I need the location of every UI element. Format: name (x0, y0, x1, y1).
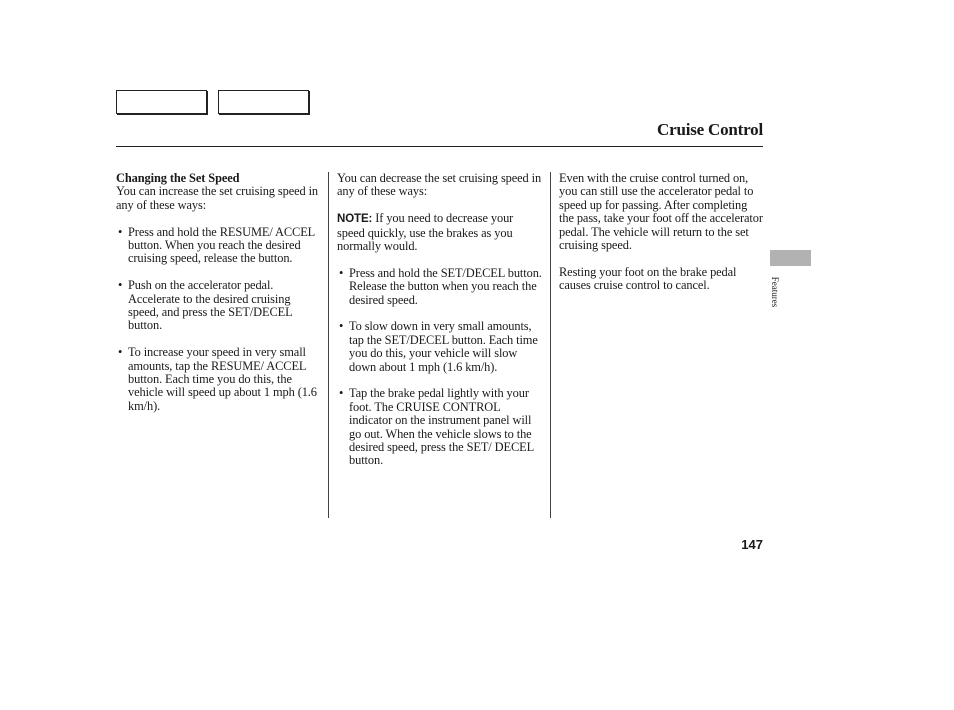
list-item (116, 279, 322, 333)
list-item (337, 267, 543, 307)
intro-paragraph: You can increase the set cruising speed in any of these ways: (116, 184, 319, 212)
bullet-icon: • (339, 265, 344, 280)
note-text: If you need to decrease your speed quickly, use the brakes as you normally would. (337, 211, 514, 254)
column-passing-and-cancel (559, 172, 765, 293)
list-item-text: Push on the accelerator pedal. Accelerate to the desired cruising speed, and press the SET/DECEL button. (128, 278, 293, 333)
bullet-icon: • (339, 319, 344, 334)
list-item-text: Press and hold the RESUME/ ACCEL button. When you reach the desired cruising speed, release the button. (128, 224, 315, 266)
list-item-text: Press and hold the SET/DECEL button. Release the button when you reach the desired speed. (349, 265, 542, 307)
list-item-text: To increase your speed in very small amounts, tap the RESUME/ ACCEL button. Each time you do this, the vehicle will speed up about 1 mph (1.6 km/h). (128, 345, 317, 413)
bullet-icon: • (118, 345, 123, 360)
body-paragraph: Resting your foot on the brake pedal causes cruise control to cancel. (559, 264, 737, 293)
note-label: NOTE: (337, 213, 373, 226)
column-increase-speed (116, 172, 322, 413)
column-decrease-speed (337, 172, 543, 468)
bullet-icon: • (118, 278, 123, 293)
section-tab-label: Features (770, 276, 780, 308)
page-number: 147 (741, 537, 763, 552)
list-item-text: Tap the brake pedal lightly with your foot. The CRUISE CONTROL indicator on the instrument panel will go out. When the vehicle slows to the desired speed, press the SET/ DECEL button. (349, 386, 534, 468)
bullet-icon: • (339, 386, 344, 401)
list-item-text: To slow down in very small amounts, tap the SET/DECEL button. Each time you do this, your vehicle will slow down about 1 mph (1.6 km/h). (349, 319, 538, 374)
list-item (337, 320, 543, 374)
list-item (116, 346, 322, 413)
bullet-icon: • (118, 224, 123, 239)
column-divider (550, 172, 551, 518)
body-paragraph: Even with the cruise control turned on, you can still use the accelerator pedal to speed up for passing. After completing the pass, take your foot off the accelerator pedal. The vehicle will return to the set cruising speed. (559, 171, 763, 253)
list-item (337, 387, 543, 467)
intro-paragraph: You can decrease the set cruising speed in any of these ways: (337, 171, 542, 199)
nav-box-next[interactable] (218, 90, 309, 114)
page-title: Cruise Control (657, 120, 763, 139)
note-paragraph (337, 212, 543, 253)
header-rule (116, 146, 763, 147)
section-tab-marker (770, 250, 811, 266)
nav-box-previous[interactable] (116, 90, 207, 114)
subheading: Changing the Set Speed (116, 171, 240, 185)
column-divider (328, 172, 329, 518)
list-item (116, 226, 322, 266)
